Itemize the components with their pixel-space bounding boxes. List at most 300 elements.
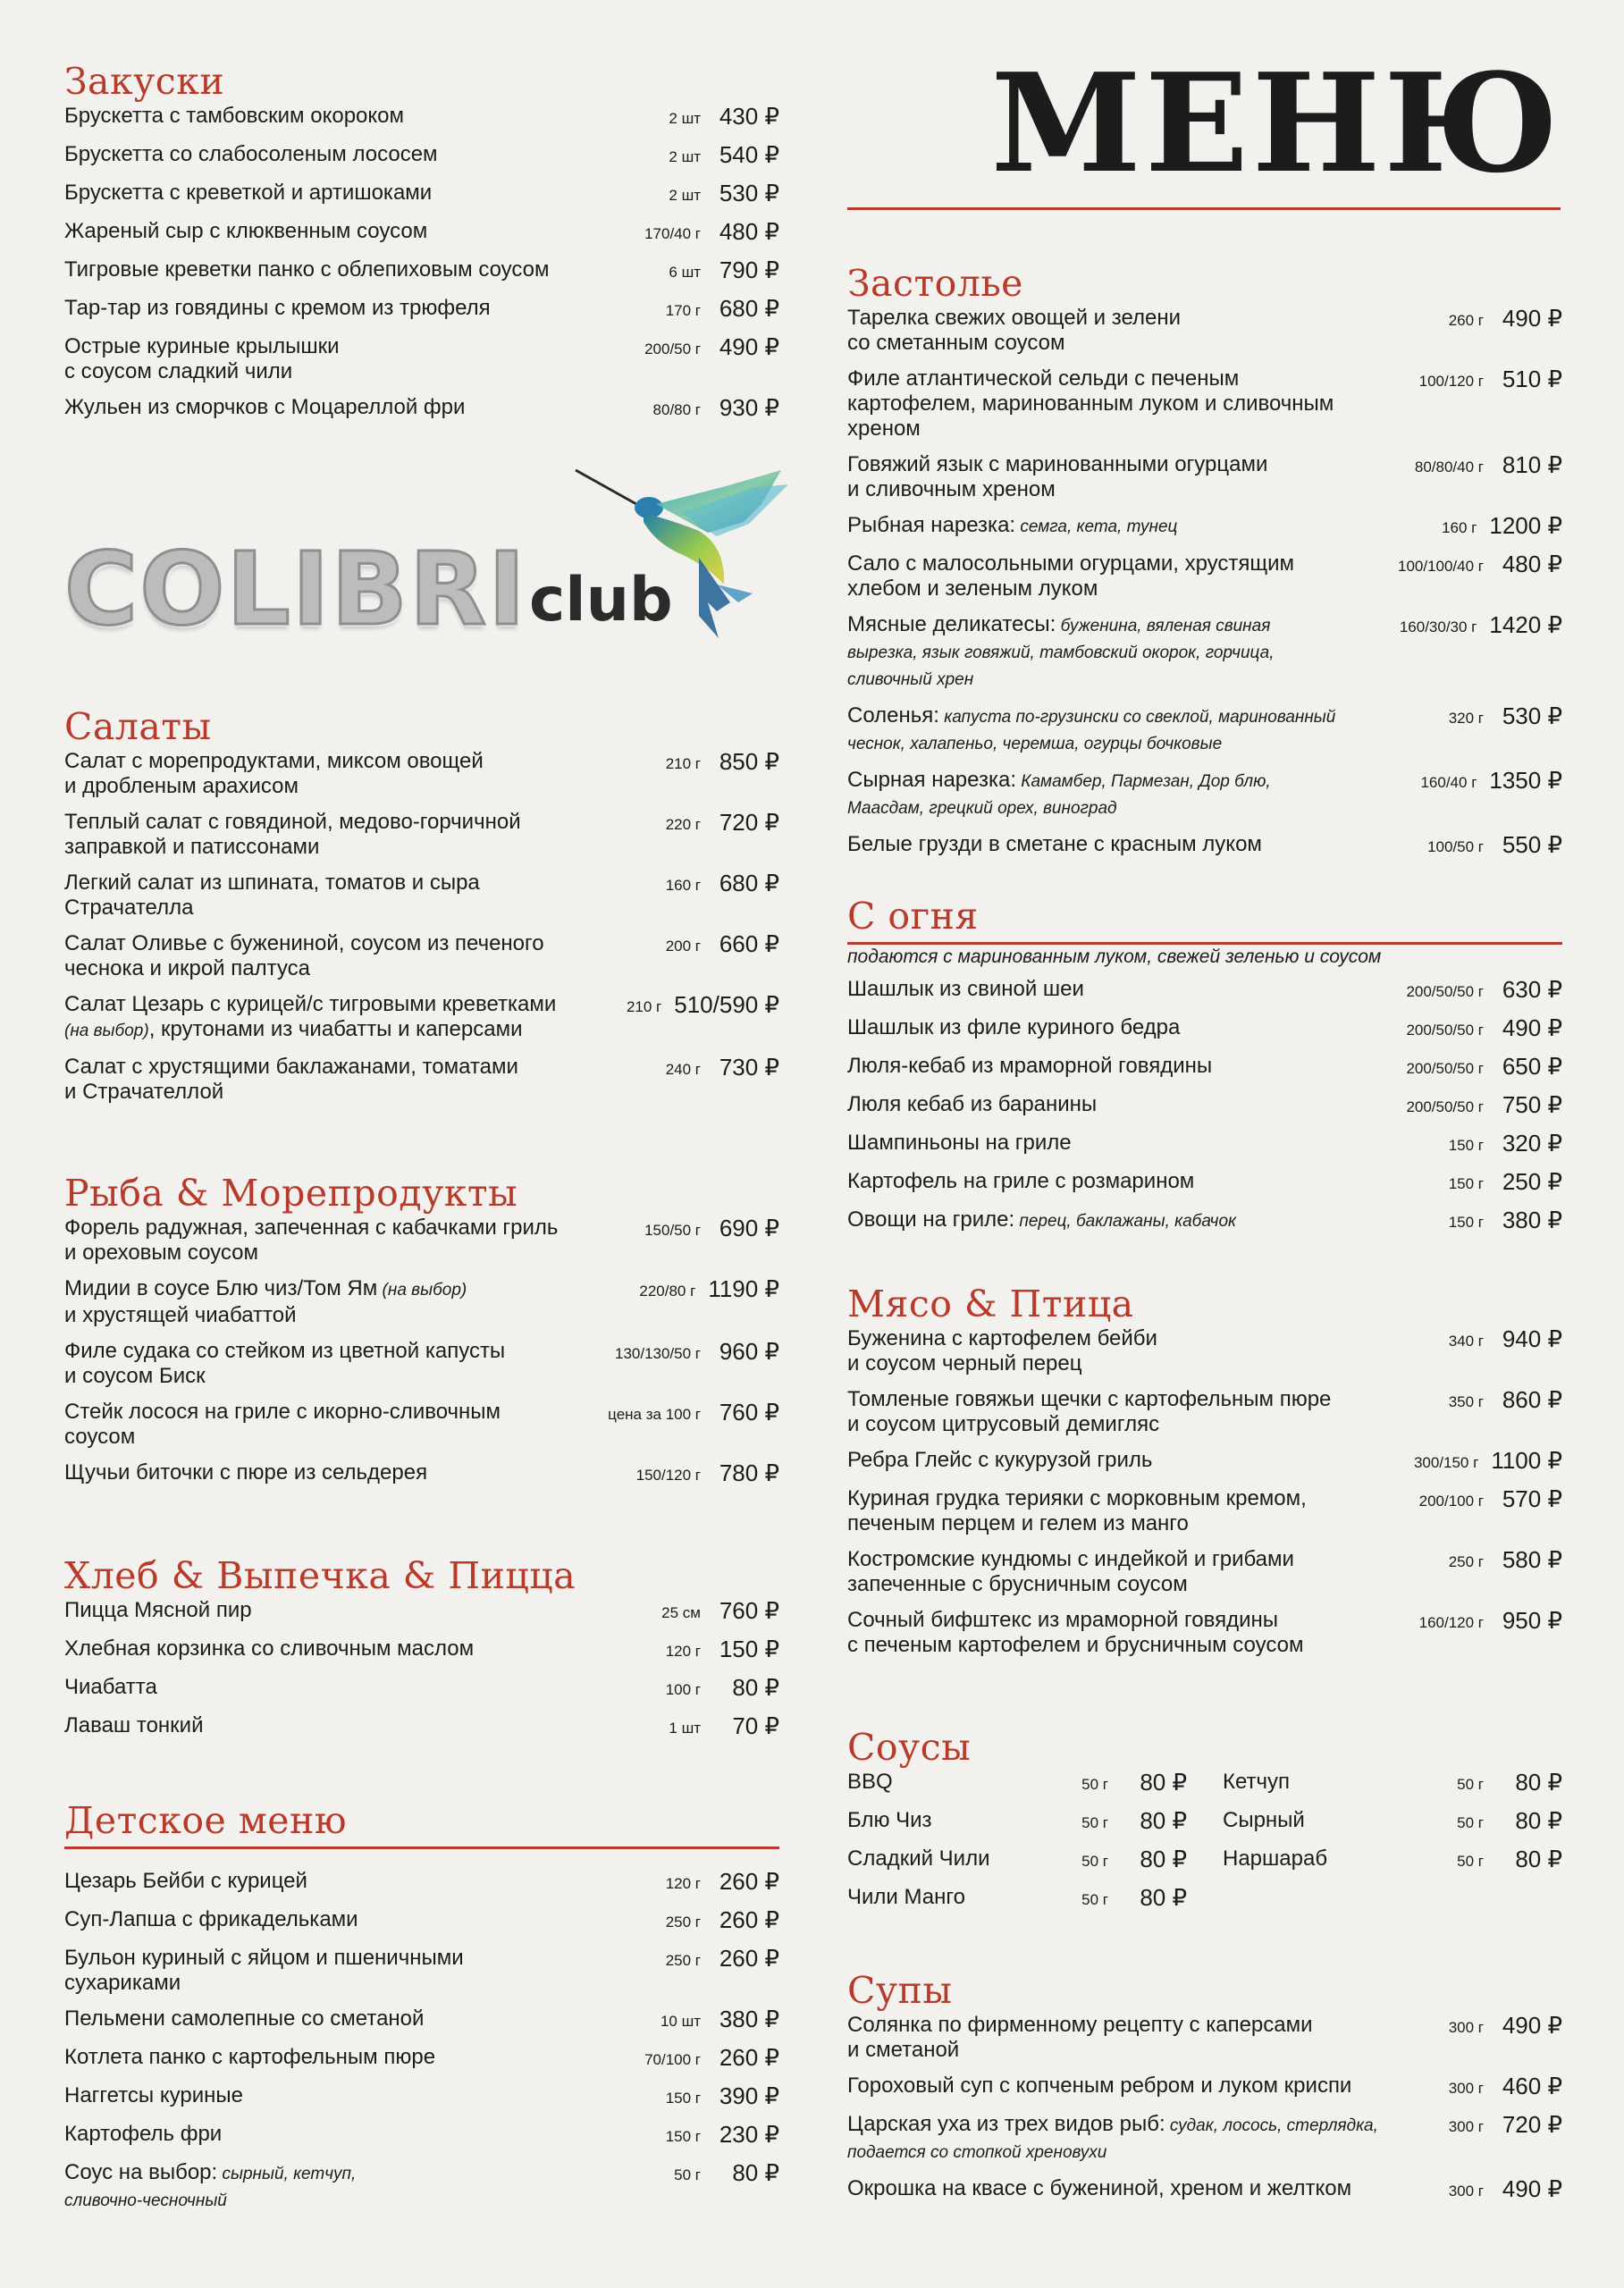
item-name — [847, 1054, 1406, 1079]
menu-item — [64, 992, 779, 1044]
item-title: Блю Чиз — [847, 1808, 932, 1832]
item-weight: 200/50/50 г — [1406, 1022, 1484, 1039]
item-title-line: сухариками — [64, 1971, 181, 1995]
item-price: 580 ₽ — [1502, 1546, 1562, 1573]
section-title: Застолье — [847, 262, 1023, 305]
item-title: Окрошка на квасе с бужениной, хреном и желтком — [847, 2176, 1352, 2200]
item-price: 480 ₽ — [1502, 551, 1562, 577]
item-title-line: хреном — [847, 416, 921, 441]
section-title: С огня — [847, 894, 1562, 945]
section-title: Салаты — [64, 705, 212, 748]
item-weight: 350 г — [1448, 1393, 1484, 1410]
item-title-line: и дробленым арахисом — [64, 774, 299, 798]
item-description: Маасдам, грецкий орех, виноград — [847, 799, 1117, 818]
item-weight: 240 г — [665, 1061, 701, 1078]
item-name — [847, 551, 1398, 601]
item-weight: 120 г — [665, 1643, 701, 1660]
item-price: 80 ₽ — [732, 2159, 779, 2186]
item-weight: 50 г — [1081, 1891, 1108, 1908]
hummingbird-icon — [574, 468, 797, 638]
item-title: Костромские кундюмы с индейкой и грибами — [847, 1547, 1294, 1571]
item-title: Солянка по фирменному рецепту с каперсами — [847, 2013, 1313, 2037]
item-price: 490 ₽ — [1502, 305, 1562, 332]
item-name — [847, 1770, 1081, 1795]
item-price: 760 ₽ — [719, 1597, 779, 1624]
item-weight: 300/150 г — [1413, 1454, 1479, 1471]
menu-item — [847, 768, 1562, 821]
menu-item — [847, 2176, 1562, 2204]
item-title-line: и хрустящей чиабаттой — [64, 1303, 297, 1327]
item-price: 150 ₽ — [719, 1636, 779, 1662]
title-divider — [847, 207, 1561, 210]
item-name — [64, 1869, 666, 1894]
menu-item — [847, 612, 1562, 693]
item-name — [847, 2013, 1449, 2063]
item-title-line: и соусом цитрусовый демигляс — [847, 1412, 1160, 1436]
item-title: Стейк лосося на гриле с икорно-сливочным — [64, 1400, 501, 1424]
item-name — [64, 1946, 666, 1996]
item-title: Тарелка свежих овощей и зелени — [847, 306, 1182, 330]
item-weight: 250 г — [665, 1914, 701, 1930]
item-name — [64, 2160, 674, 2214]
item-title: Котлета панко с картофельным пюре — [64, 2045, 436, 2069]
menu-item — [64, 1907, 779, 1935]
menu-item — [64, 219, 779, 247]
item-title: Салат с морепродуктами, миксом овощей — [64, 749, 484, 773]
item-price: 80 ₽ — [1515, 1846, 1562, 1872]
item-title: Брускетта с креветкой и артишоками — [64, 181, 433, 205]
item-price: 250 ₽ — [1502, 1168, 1562, 1195]
menu-item — [847, 306, 1562, 356]
menu-item — [64, 395, 779, 423]
item-price: 660 ₽ — [719, 930, 779, 957]
item-price: 790 ₽ — [719, 257, 779, 283]
item-title: Шампиньоны на гриле — [847, 1131, 1072, 1155]
item-weight: 200/100 г — [1418, 1493, 1484, 1510]
menu-item — [64, 142, 779, 170]
item-title: Цезарь Бейби с курицей — [64, 1869, 307, 1893]
menu-item — [64, 1460, 779, 1488]
item-price: 690 ₽ — [719, 1215, 779, 1241]
menu-item — [847, 1486, 1562, 1536]
item-price: 480 ₽ — [719, 218, 779, 245]
item-weight: 170 г — [665, 302, 701, 319]
item-price: 570 ₽ — [1502, 1485, 1562, 1512]
item-weight: 120 г — [665, 1875, 701, 1892]
item-price: 810 ₽ — [1502, 451, 1562, 478]
item-title: Наггетсы куриные — [64, 2083, 243, 2107]
menu-item — [847, 2013, 1562, 2063]
menu-item — [1223, 1808, 1562, 1836]
item-description: сырный, кетчуп, — [217, 2165, 357, 2183]
item-title: Пицца Мясной пир — [64, 1598, 252, 1622]
item-price: 530 ₽ — [719, 180, 779, 206]
item-title: Бульон куриный с яйцом и пшеничными — [64, 1946, 464, 1970]
item-weight: 2 шт — [669, 187, 701, 204]
item-title-line: заправкой и патиссонами — [64, 835, 320, 859]
item-price: 680 ₽ — [719, 295, 779, 322]
item-title-line: запеченные с брусничным соусом — [847, 1572, 1188, 1596]
item-price: 230 ₽ — [719, 2121, 779, 2148]
item-price: 490 ₽ — [1502, 2175, 1562, 2202]
item-weight: 160 г — [665, 877, 701, 894]
menu-item — [847, 1547, 1562, 1597]
menu-item — [1223, 1770, 1562, 1797]
item-description: подается со стопкой хреновухи — [847, 2143, 1107, 2162]
item-price: 380 ₽ — [719, 2006, 779, 2032]
item-price: 860 ₽ — [1502, 1386, 1562, 1413]
item-description: сливочно-чесночный — [64, 2191, 227, 2210]
item-name — [64, 1400, 608, 1450]
item-weight: 200 г — [665, 938, 701, 955]
item-weight: 250 г — [1448, 1553, 1484, 1570]
item-price: 1200 ₽ — [1489, 512, 1562, 539]
item-weight: 300 г — [1448, 2080, 1484, 2097]
section-s-ognya — [847, 894, 1562, 1246]
item-price: 540 ₽ — [719, 141, 779, 168]
item-price: 260 ₽ — [719, 2044, 779, 2071]
item-name — [64, 2045, 644, 2070]
item-weight: 100/50 г — [1427, 838, 1484, 855]
item-description: (на выбор) — [64, 1022, 149, 1040]
item-name — [847, 513, 1442, 540]
item-price: 930 ₽ — [719, 394, 779, 421]
item-name — [64, 257, 669, 282]
menu-item — [847, 1054, 1562, 1081]
item-name — [64, 1598, 661, 1623]
item-name — [64, 931, 666, 981]
item-price: 730 ₽ — [719, 1054, 779, 1081]
item-price: 720 ₽ — [1502, 2111, 1562, 2138]
item-title: Легкий салат из шпината, томатов и сыра — [64, 871, 480, 895]
item-title-line: с печеным картофелем и брусничным соусом — [847, 1633, 1304, 1657]
item-title: Форель радужная, запеченная с кабачками гриль — [64, 1216, 559, 1240]
item-price: 510/590 ₽ — [674, 991, 779, 1018]
section-title: Супы — [847, 1969, 953, 2012]
section-title: Закуски — [64, 60, 225, 103]
menu-item — [64, 749, 779, 799]
item-weight: 150 г — [665, 2128, 701, 2145]
menu-item — [64, 296, 779, 324]
item-title: Острые куриные крылышки — [64, 334, 340, 358]
item-price: 1100 ₽ — [1491, 1447, 1562, 1474]
item-price: 460 ₽ — [1502, 2073, 1562, 2099]
menu-item — [847, 1169, 1562, 1197]
section-supy — [847, 1968, 1562, 2215]
item-name — [847, 366, 1419, 442]
item-title: Говяжий язык с маринованными огурцами — [847, 452, 1268, 476]
item-title: Хлебная корзинка со сливочным маслом — [64, 1636, 475, 1661]
item-title: Сочный бифштекс из мраморной говядины — [847, 1608, 1279, 1632]
item-name — [64, 2083, 666, 2108]
item-description: вырезка, язык говяжий, тамбовский окорок, горчица, — [847, 644, 1275, 662]
item-title-line: и соусом черный перец — [847, 1351, 1082, 1375]
menu-item — [64, 2122, 779, 2149]
item-price: 510 ₽ — [1502, 366, 1562, 392]
item-description: семга, кета, тунец — [1015, 517, 1178, 536]
item-title: Тар-тар из говядины с кремом из трюфеля — [64, 296, 491, 320]
menu-item — [847, 513, 1562, 541]
menu-item — [64, 931, 779, 981]
item-name — [847, 1448, 1414, 1473]
item-name — [64, 395, 653, 420]
menu-item — [64, 1713, 779, 1741]
item-weight: 150/120 г — [635, 1467, 701, 1484]
item-name — [64, 142, 669, 167]
item-title-line: Страчателла — [64, 896, 194, 920]
item-title: Белые грузди в сметане с красным луком — [847, 832, 1262, 856]
menu-item — [847, 977, 1562, 1005]
menu-item — [847, 1387, 1562, 1437]
item-name — [64, 810, 666, 860]
menu-item — [847, 551, 1562, 601]
section-detskoe — [64, 1798, 779, 2225]
item-price: 80 ₽ — [1515, 1807, 1562, 1834]
item-title-line: , крутонами из чиабатты и каперсами — [148, 1017, 523, 1041]
item-weight: 50 г — [1081, 1853, 1108, 1870]
item-title: Пельмени самолепные со сметаной — [64, 2006, 425, 2031]
item-title: Шашлык из филе куриного бедра — [847, 1015, 1181, 1039]
item-title: Теплый салат с говядиной, медово-горчичной — [64, 810, 521, 834]
item-weight: 200/50/50 г — [1406, 1060, 1484, 1077]
item-title: Картофель на гриле с розмарином — [847, 1169, 1195, 1193]
menu-item — [64, 1400, 779, 1450]
menu-item — [847, 1131, 1562, 1158]
item-price: 960 ₽ — [719, 1338, 779, 1365]
item-weight: 260 г — [1448, 312, 1484, 329]
item-name — [64, 1055, 666, 1105]
item-description: перец, баклажаны, кабачок — [1014, 1212, 1237, 1231]
item-price: 720 ₽ — [719, 809, 779, 836]
item-title-line: хлебом и зеленым луком — [847, 576, 1098, 601]
menu-item — [847, 1846, 1187, 1874]
item-weight: 80/80/40 г — [1414, 458, 1484, 475]
item-weight: 160 г — [1442, 519, 1477, 536]
item-name — [847, 1885, 1081, 1910]
item-weight: 130/130/50 г — [614, 1345, 701, 1362]
item-title: Сладкий Чили — [847, 1846, 990, 1871]
item-price: 80 ₽ — [732, 1674, 779, 1701]
item-name — [847, 2112, 1449, 2166]
item-price: 70 ₽ — [732, 1712, 779, 1739]
item-weight: 200/50 г — [644, 341, 701, 358]
item-name — [64, 1675, 666, 1700]
item-name — [847, 1207, 1449, 1234]
item-name — [847, 1808, 1081, 1833]
item-title: Тигровые креветки панко с облепиховым соусом — [64, 257, 550, 282]
item-weight: 150 г — [1448, 1214, 1484, 1231]
item-price: 260 ₽ — [719, 1945, 779, 1972]
menu-item — [64, 1339, 779, 1389]
logo-wordmark: COLIBRI — [64, 532, 527, 648]
item-name — [64, 1276, 639, 1328]
item-weight: 100/100/40 г — [1397, 558, 1484, 575]
item-price: 260 ₽ — [719, 1906, 779, 1933]
item-price: 680 ₽ — [719, 870, 779, 896]
menu-item — [847, 1808, 1187, 1836]
item-price: 530 ₽ — [1502, 702, 1562, 729]
item-price: 320 ₽ — [1502, 1130, 1562, 1157]
item-title: BBQ — [847, 1770, 893, 1794]
item-weight: 50 г — [1081, 1776, 1108, 1793]
item-title-line: и ореховым соусом — [64, 1241, 259, 1265]
item-title: Соленья: — [847, 703, 939, 728]
item-name — [847, 1015, 1406, 1040]
section-title: Хлеб & Выпечка & Пицца — [64, 1554, 576, 1597]
item-title: Мидии в соусе Блю чиз/Том Ям — [64, 1276, 378, 1300]
item-title: Гороховый суп с копченым ребром и луком криспи — [847, 2074, 1352, 2098]
menu-item — [847, 1092, 1562, 1120]
item-weight: 300 г — [1448, 2019, 1484, 2036]
menu-item — [64, 1675, 779, 1703]
item-price: 850 ₽ — [719, 748, 779, 775]
item-title-line: с соусом сладкий чили — [64, 359, 293, 383]
item-title-line: картофелем, маринованным луком и сливочным — [847, 391, 1334, 416]
item-price: 940 ₽ — [1502, 1325, 1562, 1352]
item-name — [847, 1486, 1419, 1536]
item-name — [64, 219, 644, 244]
menu-item — [847, 1885, 1187, 1913]
item-weight: 50 г — [1457, 1853, 1484, 1870]
item-title: Салат Цезарь с курицей/с тигровыми креветками — [64, 992, 557, 1016]
item-name — [64, 1907, 666, 1932]
item-title-line: чеснока и икрой палтуса — [64, 956, 310, 980]
item-title: Сырная нарезка: — [847, 768, 1017, 792]
item-price: 80 ₽ — [1515, 1769, 1562, 1796]
item-title: Томленые говяжьи щечки с картофельным пюре — [847, 1387, 1332, 1411]
item-description: сливочный хрен — [847, 670, 974, 689]
item-name — [847, 2074, 1449, 2099]
item-title: Рыбная нарезка: — [847, 513, 1016, 537]
item-title-line: и соусом Биск — [64, 1364, 206, 1388]
item-weight: 100 г — [665, 1681, 701, 1698]
item-title: Суп-Лапша с фрикадельками — [64, 1907, 358, 1931]
item-weight: 2 шт — [669, 110, 701, 127]
item-title: Царская уха из трех видов рыб: — [847, 2112, 1165, 2136]
menu-item — [64, 181, 779, 208]
item-price: 80 ₽ — [1140, 1884, 1187, 1911]
menu-item — [847, 2112, 1562, 2166]
item-name — [64, 871, 666, 921]
section-title: Детское меню — [64, 1798, 779, 1849]
item-name — [64, 1216, 644, 1266]
section-zakuski — [64, 59, 779, 433]
item-price: 490 ₽ — [1502, 1014, 1562, 1041]
item-weight: 200/50/50 г — [1406, 983, 1484, 1000]
item-title: Филе атлантической сельди с печеным — [847, 366, 1240, 391]
item-price: 80 ₽ — [1140, 1807, 1187, 1834]
menu-item — [64, 257, 779, 285]
item-price: 750 ₽ — [1502, 1091, 1562, 1118]
item-title-line: со сметанным соусом — [847, 331, 1065, 355]
item-name — [64, 749, 666, 799]
item-title: Чиабатта — [64, 1675, 157, 1699]
item-weight: 170/40 г — [644, 225, 701, 242]
item-price: 430 ₽ — [719, 103, 779, 130]
menu-item — [64, 334, 779, 384]
menu-item — [64, 104, 779, 131]
item-weight: 220 г — [665, 816, 701, 833]
menu-item — [847, 452, 1562, 502]
item-title: Соус на выбор: — [64, 2160, 218, 2184]
item-weight: 25 см — [661, 1604, 701, 1621]
item-weight: 6 шт — [669, 264, 701, 281]
item-weight: 300 г — [1448, 2183, 1484, 2200]
item-weight: 150 г — [665, 2090, 701, 2107]
menu-item — [847, 1608, 1562, 1658]
item-weight: цена за 100 г — [608, 1406, 701, 1423]
item-name — [847, 832, 1427, 857]
item-title: Филе судака со стейком из цветной капусты — [64, 1339, 506, 1363]
item-price: 760 ₽ — [719, 1399, 779, 1426]
section-salaty — [64, 704, 779, 1115]
item-title-line: и сливочным хреном — [847, 477, 1056, 501]
item-name — [1223, 1770, 1457, 1795]
item-name — [847, 977, 1406, 1002]
item-name — [847, 1326, 1449, 1376]
item-weight: 340 г — [1448, 1333, 1484, 1350]
item-title: Салат с хрустящими баклажанами, томатами — [64, 1055, 518, 1079]
item-title: Картофель фри — [64, 2122, 223, 2146]
menu-item — [64, 1598, 779, 1626]
section-sousy — [847, 1725, 1562, 1923]
item-name — [847, 768, 1420, 821]
section-ryba — [64, 1171, 779, 1499]
item-name — [847, 2176, 1449, 2201]
item-title: Куриная грудка терияки с морковным кремом, — [847, 1486, 1307, 1510]
item-price: 380 ₽ — [1502, 1207, 1562, 1233]
item-description: буженина, вяленая свиная — [1056, 617, 1271, 635]
item-name — [847, 1846, 1081, 1872]
item-name — [64, 104, 669, 129]
section-title: Мясо & Птица — [847, 1283, 1134, 1325]
menu-item — [847, 832, 1562, 860]
item-title: Люля-кебаб из мраморной говядины — [847, 1054, 1213, 1078]
menu-item — [847, 1326, 1562, 1376]
item-title: Жульен из сморчков с Моцареллой фри — [64, 395, 466, 419]
menu-item — [64, 2083, 779, 2111]
item-price: 80 ₽ — [1140, 1846, 1187, 1872]
menu-item — [64, 1055, 779, 1105]
item-weight: 70/100 г — [644, 2051, 701, 2068]
section-title: Соусы — [847, 1726, 972, 1769]
item-weight: 150 г — [1448, 1137, 1484, 1154]
menu-item — [64, 810, 779, 860]
item-title: Буженина с картофелем бейби — [847, 1326, 1157, 1350]
item-name — [847, 1131, 1449, 1156]
item-title-line: и Страчателлой — [64, 1080, 224, 1104]
menu-item — [64, 871, 779, 921]
item-weight: 80/80 г — [652, 401, 701, 418]
item-weight: 220/80 г — [639, 1283, 696, 1300]
item-title: Шашлык из свиной шеи — [847, 977, 1084, 1001]
item-weight: 160/30/30 г — [1399, 618, 1477, 635]
item-price: 490 ₽ — [1502, 2012, 1562, 2039]
menu-item — [64, 1276, 779, 1328]
section-zastolye — [847, 261, 1562, 871]
menu-item — [64, 1869, 779, 1897]
item-name — [847, 1608, 1419, 1658]
menu-item — [1223, 1846, 1562, 1874]
page-title: МЕНЮ — [990, 43, 1562, 203]
item-price: 630 ₽ — [1502, 976, 1562, 1003]
item-name — [64, 1636, 666, 1661]
item-title-line: и сметаной — [847, 2038, 960, 2062]
item-title: Ребра Глейс с кукурузой гриль — [847, 1448, 1153, 1472]
item-price: 80 ₽ — [1140, 1769, 1187, 1796]
menu-item — [64, 1636, 779, 1664]
item-weight: 160/40 г — [1420, 774, 1477, 791]
